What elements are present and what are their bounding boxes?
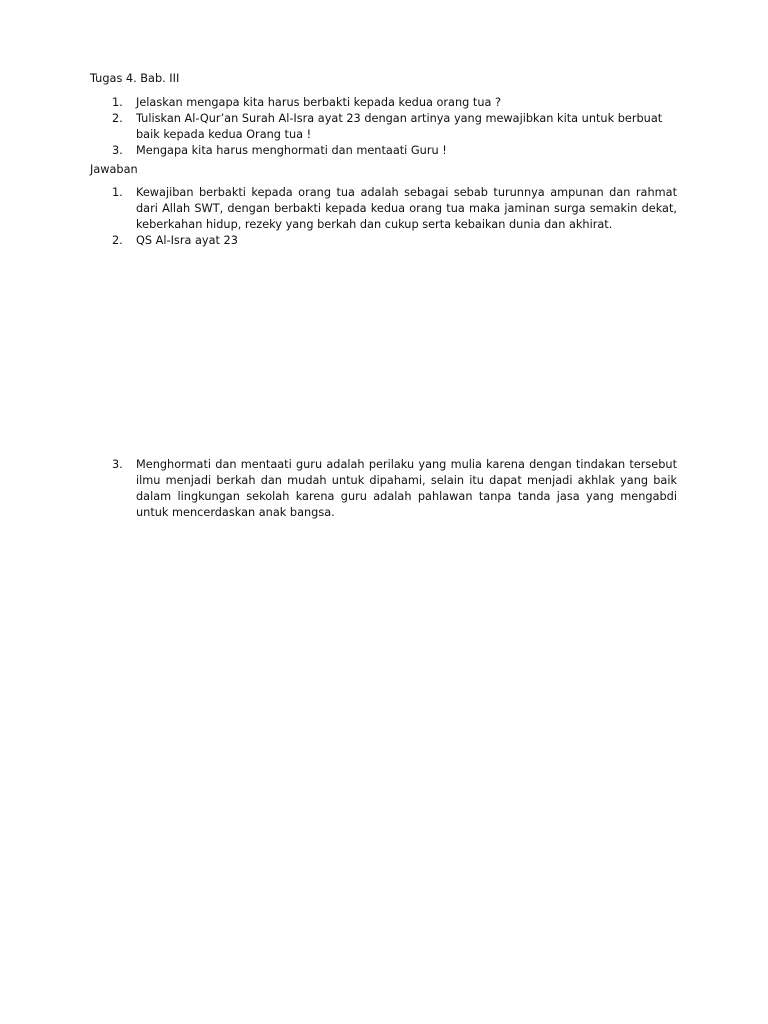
question-text: Tuliskan Al-Qur’an Surah Al-Isra ayat 23 dengan artinya yang mewajibkan kita untuk berbuat baik kepada kedua Orang tua ! [136, 112, 663, 141]
answer-text: QS Al-Isra ayat 23 [136, 234, 238, 247]
question-item [90, 143, 670, 159]
question-number: 3. [112, 144, 123, 157]
question-text: Mengapa kita harus menghormati dan mentaati Guru ! [136, 144, 447, 157]
answer-item [90, 233, 677, 249]
question-number: 1. [112, 96, 123, 109]
answer-number: 1. [112, 186, 123, 199]
answer-heading: Jawaban [90, 163, 138, 176]
answer-number: 2. [112, 234, 123, 247]
answer-item [90, 457, 677, 521]
answer-number: 3. [112, 458, 123, 471]
document-title: Tugas 4. Bab. III [90, 72, 180, 85]
question-list [90, 95, 670, 159]
question-item [90, 95, 670, 111]
question-number: 2. [112, 112, 123, 125]
question-item [90, 111, 670, 143]
answer-text: Kewajiban berbakti kepada orang tua adalah sebagai sebab turunnya ampunan dan rahmat dari Allah SWT, dengan berbakti kepada kedua orang tua maka jaminan surga semakin dekat, keberkahan hidup, rezeky yang berkah dan cukup serta kebaikan dunia dan akhirat. [136, 186, 677, 231]
answer-item [90, 185, 677, 233]
answer-list [90, 185, 677, 249]
answer-list-continued [90, 457, 677, 521]
answer-text: Menghormati dan mentaati guru adalah perilaku yang mulia karena dengan tindakan tersebut ilmu menjadi berkah dan mudah untuk dipahami, selain itu dapat menjadi akhlak yang baik dalam lingkungan sekolah karena guru adalah pahlawan tanpa tanda jasa yang mengabdi untuk mencerdaskan anak bangsa. [136, 458, 677, 519]
question-text: Jelaskan mengapa kita harus berbakti kepada kedua orang tua ? [136, 96, 501, 109]
